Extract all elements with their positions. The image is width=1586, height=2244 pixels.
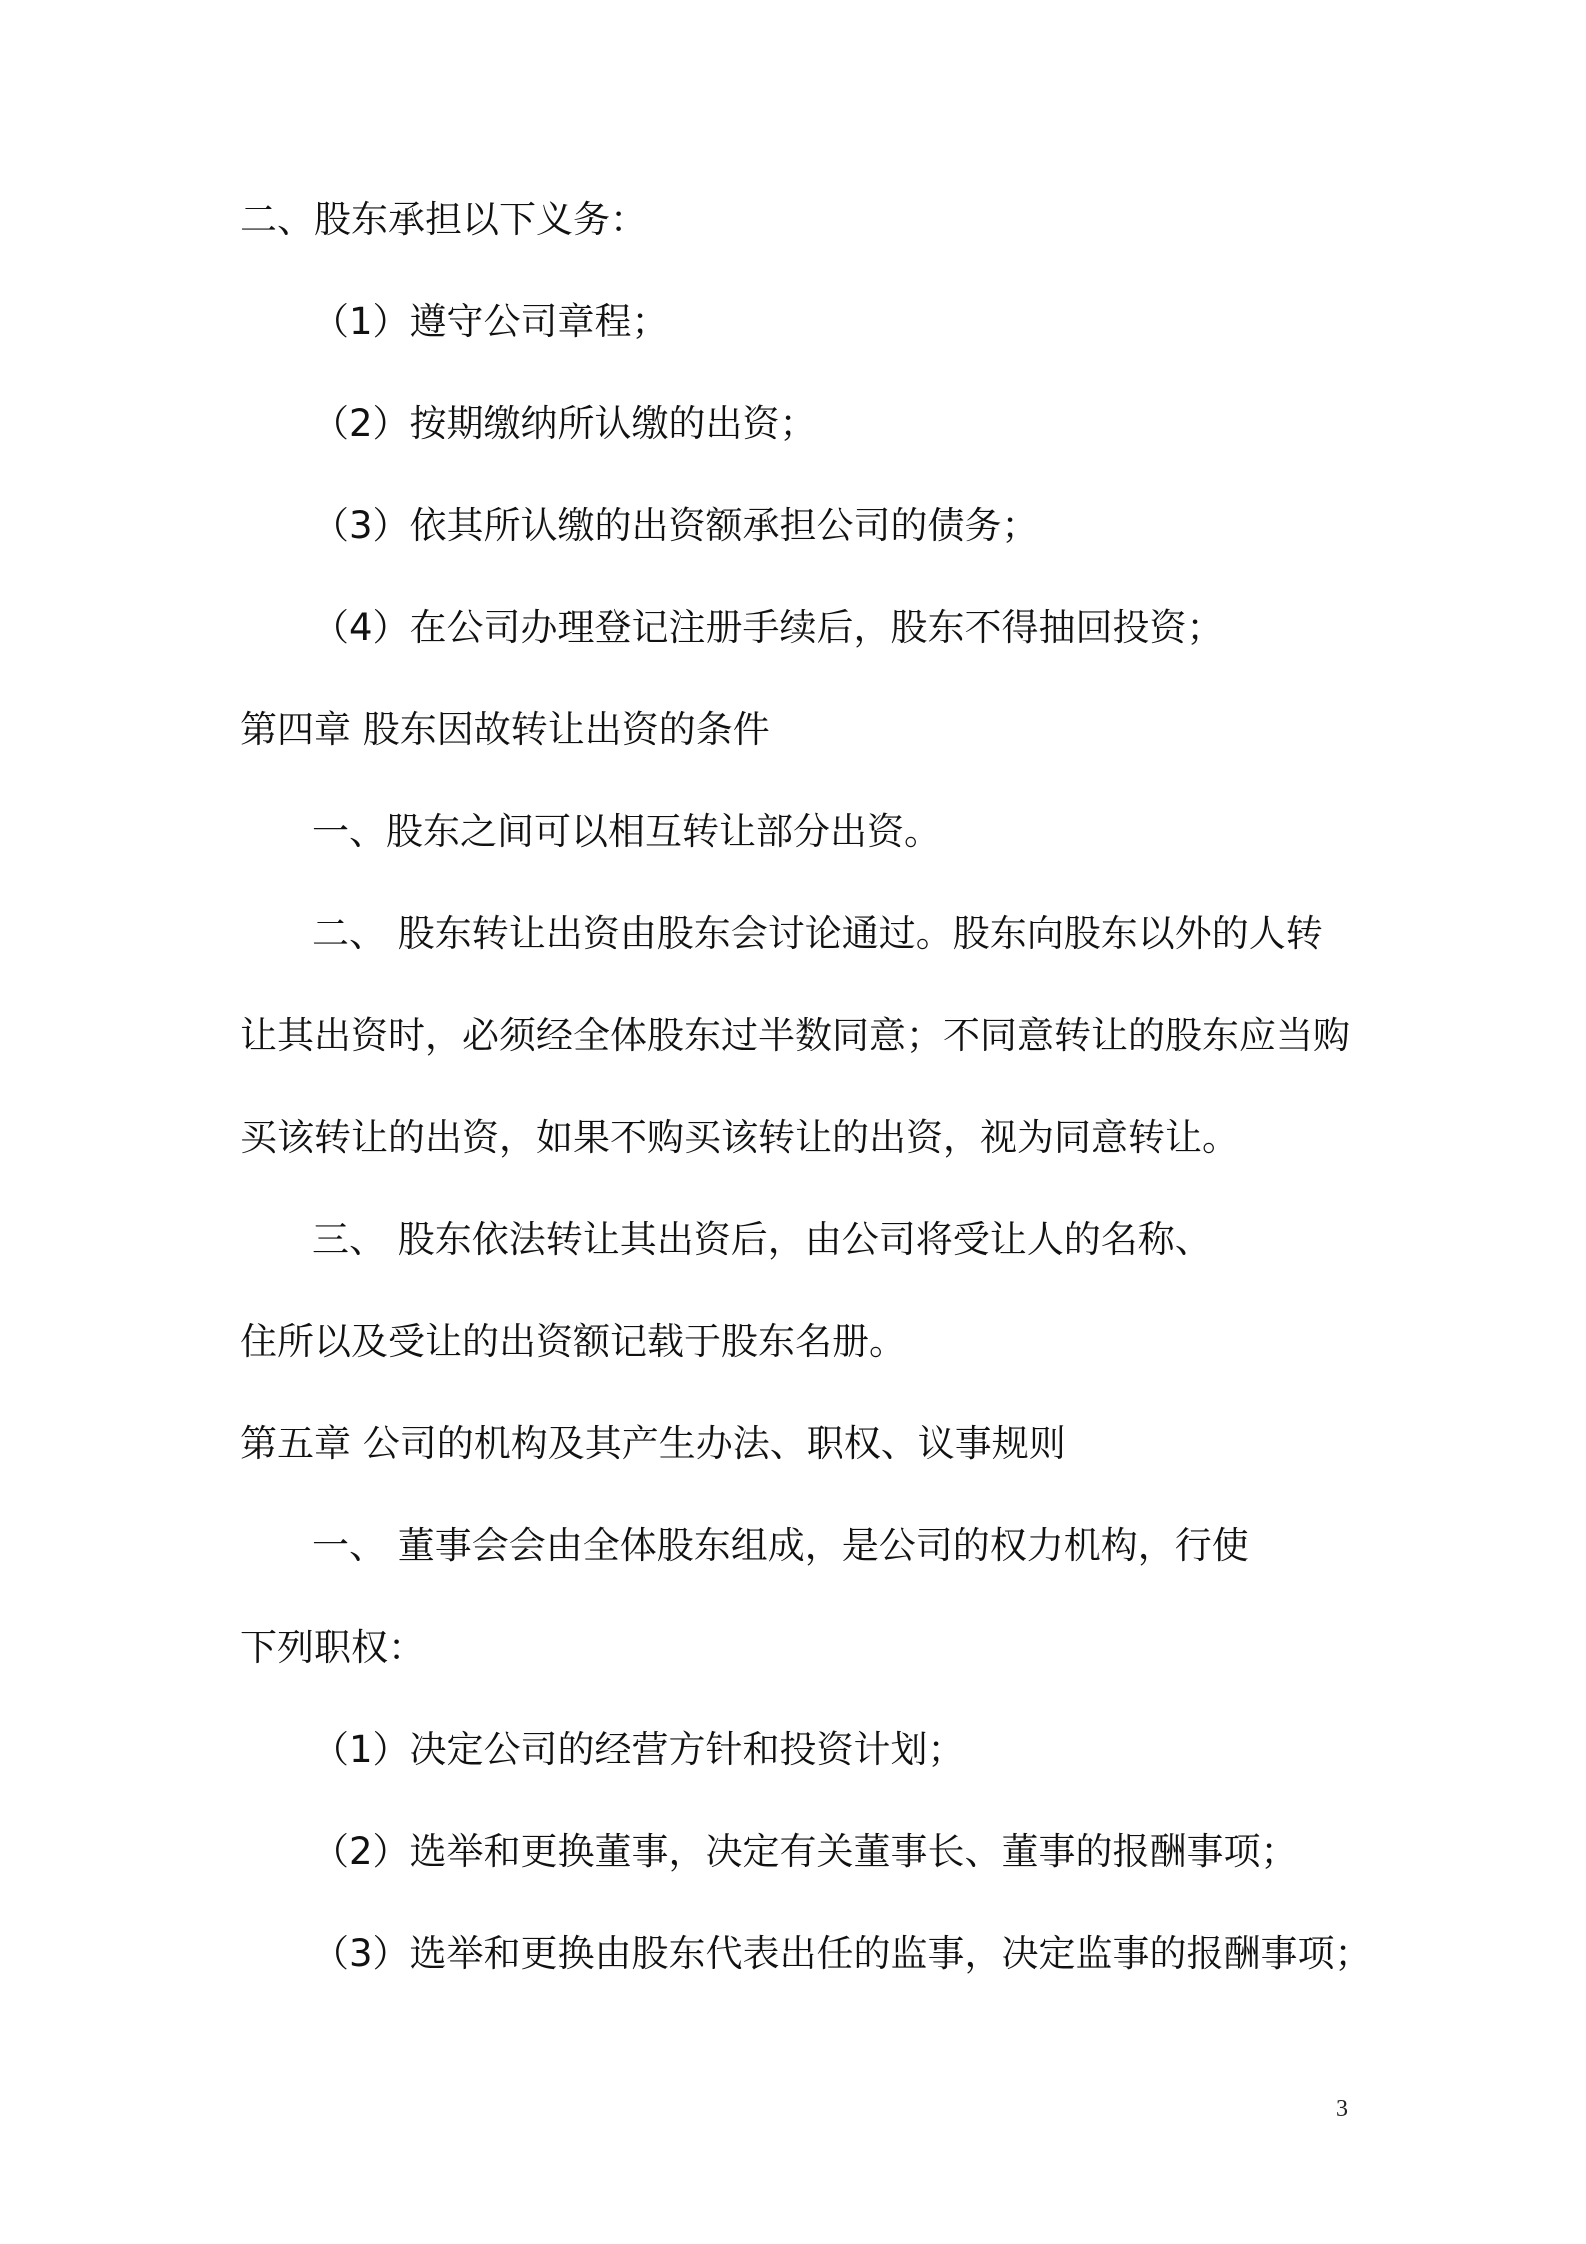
- chapter-four-heading: 第四章 股东因故转让出资的条件: [240, 708, 770, 751]
- duty-item-1: （1）遵守公司章程；: [312, 300, 669, 343]
- power-item-3: （3）选举和更换由股东代表出任的监事，决定监事的报酬事项；: [312, 1932, 1372, 1975]
- duty-item-2: （2）按期缴纳所认缴的出资；: [312, 402, 817, 445]
- chapter-five-clause-1-line-1: 一、 董事会会由全体股东组成，是公司的权力机构，行使: [312, 1524, 1249, 1567]
- page-number: 3: [1336, 2096, 1348, 2122]
- duty-item-3: （3）依其所认缴的出资额承担公司的债务；: [312, 504, 1039, 547]
- chapter-four-clause-3-line-1: 三、 股东依法转让其出资后，由公司将受让人的名称、: [312, 1218, 1212, 1261]
- chapter-four-clause-2-line-1: 二、 股东转让出资由股东会讨论通过。股东向股东以外的人转: [312, 912, 1323, 955]
- duty-item-4: （4）在公司办理登记注册手续后，股东不得抽回投资；: [312, 606, 1224, 649]
- chapter-four-clause-2-line-3: 买该转让的出资，如果不购买该转让的出资，视为同意转让。: [240, 1116, 1239, 1159]
- chapter-four-clause-1: 一、股东之间可以相互转让部分出资。: [312, 810, 941, 853]
- chapter-four-clause-2-line-2: 让其出资时，必须经全体股东过半数同意；不同意转让的股东应当购: [240, 1014, 1350, 1057]
- section-heading-shareholder-duties: 二、股东承担以下义务：: [240, 198, 647, 241]
- power-item-1: （1）决定公司的经营方针和投资计划；: [312, 1728, 965, 1771]
- chapter-four-clause-3-line-2: 住所以及受让的出资额记载于股东名册。: [240, 1320, 906, 1363]
- chapter-five-heading: 第五章 公司的机构及其产生办法、职权、议事规则: [240, 1422, 1066, 1465]
- chapter-five-clause-1-line-2: 下列职权：: [240, 1626, 425, 1669]
- power-item-2: （2）选举和更换董事，决定有关董事长、董事的报酬事项；: [312, 1830, 1298, 1873]
